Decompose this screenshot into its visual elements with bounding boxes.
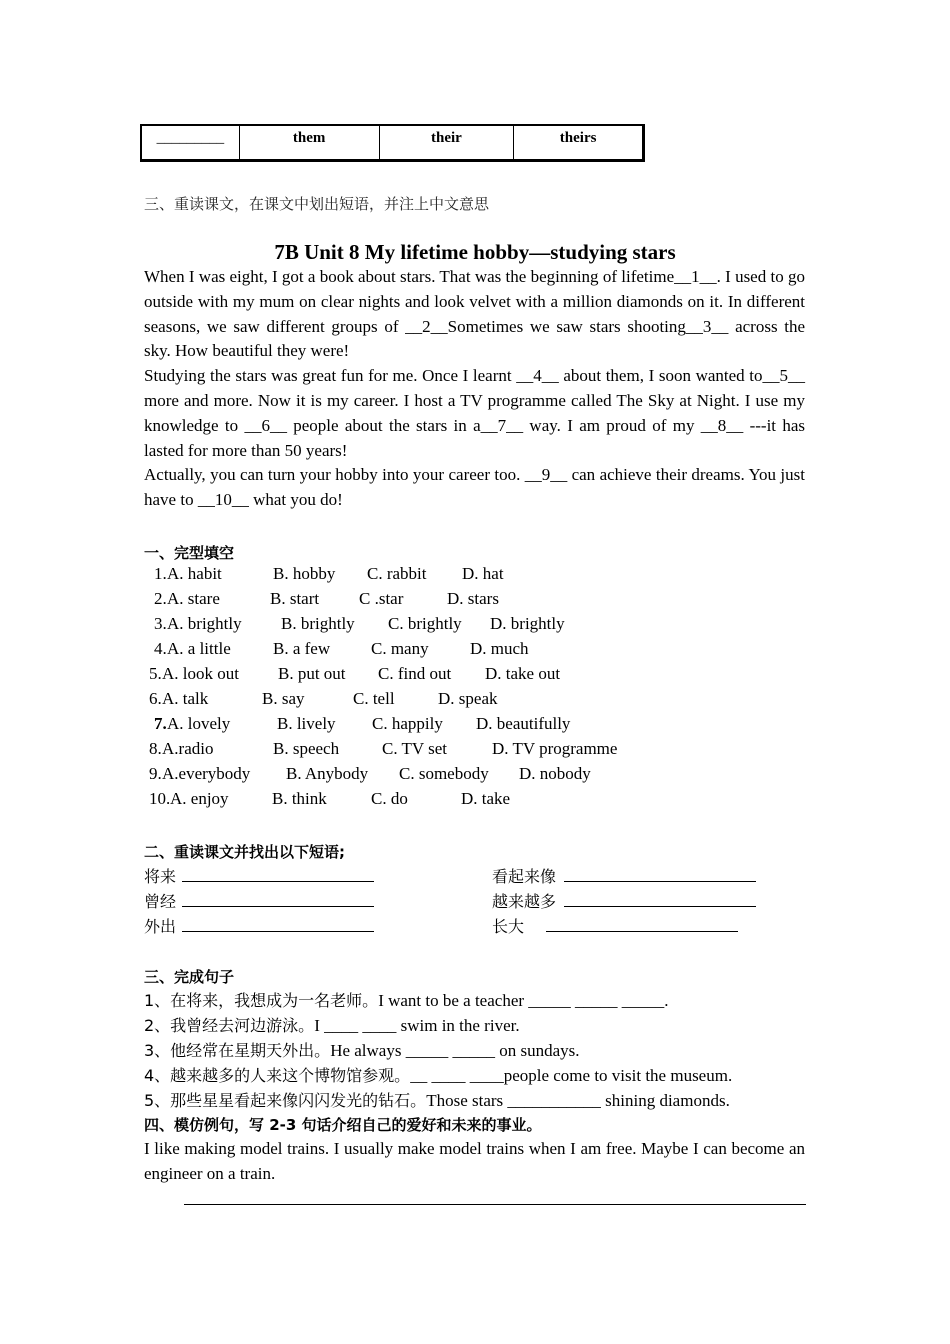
cloze-question-number: 2.	[154, 589, 167, 608]
sentence-zh: 5、那些星星看起来像闪闪发光的钻石。	[144, 1091, 427, 1110]
answer-line[interactable]	[182, 931, 374, 932]
answer-line[interactable]	[564, 881, 756, 882]
cloze-question-number: 1.	[154, 564, 167, 583]
option-c[interactable]: C. somebody	[399, 764, 489, 783]
passage	[144, 265, 805, 513]
table-cell-theirs: theirs	[559, 130, 597, 146]
option-a[interactable]: A. enjoy	[170, 789, 229, 808]
cloze-question-number: 10.	[149, 789, 171, 808]
sentence-item	[144, 1063, 732, 1086]
option-b[interactable]: B. speech	[273, 739, 340, 758]
answer-line[interactable]	[564, 906, 756, 907]
option-a[interactable]: A.radio	[162, 739, 214, 758]
option-b[interactable]: B. Anybody	[286, 764, 369, 783]
option-d[interactable]: D. much	[470, 639, 529, 658]
option-d[interactable]: D. beautifully	[476, 714, 571, 733]
table-cell-their: their	[380, 126, 515, 159]
phrase-label: 长大	[492, 917, 525, 936]
table-cell-them: them	[240, 126, 380, 159]
sentence-zh: 3、他经常在星期天外出。	[144, 1041, 331, 1060]
example-paragraph	[144, 1137, 805, 1187]
pronoun-table	[140, 124, 645, 162]
writing-line[interactable]	[184, 1204, 806, 1205]
sentence-en: I ____ ____ swim in the river.	[314, 1016, 520, 1035]
cloze-question-number: 6.	[149, 689, 162, 708]
table-cell-blank: _________	[142, 126, 240, 159]
option-b[interactable]: B. start	[270, 589, 320, 608]
passage-paragraph: When I was eight, I got a book about stars. That was the beginning of lifetime__1__. I used to go outside with my mum on clear nights and look velvet with a million diamonds on it. In different seasons, we saw different groups of __2__Sometimes we saw stars shooting__3__ across the sky. How beautiful they were!	[144, 267, 805, 361]
option-b[interactable]: B. lively	[277, 714, 336, 733]
option-a[interactable]: A. lovely	[167, 714, 231, 733]
option-b[interactable]: B. brightly	[281, 614, 355, 633]
example-text: I like making model trains. I usually make model trains when I am free. Maybe I can become an engineer on a train.	[144, 1139, 805, 1183]
sentence-en: __ ____ ____people come to visit the museum.	[410, 1066, 733, 1085]
option-a[interactable]: A. brightly	[167, 614, 242, 633]
passage-paragraph: Studying the stars was great fun for me. Once I learnt __4__ about them, I soon wanted to__5__ more and more. Now it is my career. I host a TV programme called The Sky at Night. I use my knowledge to __6__ people about the stars in a__7__ way. I am proud of my __8__ ---it has lasted for more than 50 years!	[144, 366, 805, 460]
phrase-label: 曾经	[144, 892, 177, 911]
option-b[interactable]: B. think	[272, 789, 327, 808]
section1-heading: 一、完型填空	[144, 544, 235, 562]
phrase-label: 将来	[144, 867, 177, 886]
intro-note: 三、重读课文，在课文中划出短语，并注上中文意思	[144, 195, 490, 213]
option-c[interactable]: C. TV set	[382, 739, 448, 758]
cloze-question-number: 5.	[149, 664, 162, 683]
option-c[interactable]: C. many	[371, 639, 429, 658]
option-b[interactable]: B. say	[262, 689, 305, 708]
cloze-question-number: 7.	[154, 714, 167, 733]
answer-line[interactable]	[182, 881, 374, 882]
sentence-en: I want to be a teacher _____ _____ _____.	[378, 991, 669, 1010]
cloze-question-number: 9.	[149, 764, 162, 783]
phrase-label: 越来越多	[492, 892, 557, 911]
sentence-item	[144, 1088, 730, 1111]
option-d[interactable]: D. TV programme	[492, 739, 618, 758]
option-d[interactable]: D. speak	[438, 689, 498, 708]
option-c[interactable]: C. brightly	[388, 614, 462, 633]
option-c[interactable]: C .star	[359, 589, 404, 608]
option-a[interactable]: A. talk	[162, 689, 209, 708]
option-c[interactable]: C. rabbit	[367, 564, 427, 583]
option-d[interactable]: D. take	[461, 789, 511, 808]
section4-heading: 四、模仿例句，写 2-3 句话介绍自己的爱好和未来的事业。	[144, 1116, 542, 1134]
option-d[interactable]: D. hat	[462, 564, 504, 583]
option-d[interactable]: D. take out	[485, 664, 561, 683]
option-a[interactable]: A.everybody	[162, 764, 251, 783]
option-c[interactable]: C. tell	[353, 689, 395, 708]
option-d[interactable]: D. stars	[447, 589, 499, 608]
answer-line[interactable]	[182, 906, 374, 907]
sentence-item	[144, 1038, 580, 1061]
section3-heading: 三、完成句子	[144, 968, 235, 986]
option-a[interactable]: A. a little	[167, 639, 231, 658]
answer-line[interactable]	[546, 931, 738, 932]
phrase-label: 看起来像	[492, 867, 557, 886]
option-a[interactable]: A. look out	[162, 664, 239, 683]
cloze-question-number: 8.	[149, 739, 162, 758]
option-c[interactable]: C. do	[371, 789, 408, 808]
option-d[interactable]: D. nobody	[519, 764, 591, 783]
sentence-en: Those stars ___________ shining diamonds.	[426, 1091, 730, 1110]
option-d[interactable]: D. brightly	[490, 614, 565, 633]
option-c[interactable]: C. find out	[378, 664, 452, 683]
sentence-en: He always _____ _____ on sundays.	[330, 1041, 580, 1060]
option-b[interactable]: B. a few	[273, 639, 331, 658]
passage-paragraph: Actually, you can turn your hobby into your career too. __9__ can achieve their dreams. You just have to __10__ what you do!	[144, 465, 805, 510]
section2-heading: 二、重读课文并找出以下短语;	[144, 843, 345, 861]
cloze-question-number: 3.	[154, 614, 167, 633]
cloze-question-number: 4.	[154, 639, 167, 658]
sentence-zh: 4、越来越多的人来这个博物馆参观。	[144, 1066, 411, 1085]
phrase-label: 外出	[144, 917, 177, 936]
sentence-item	[144, 1013, 520, 1036]
sentence-item	[144, 988, 669, 1011]
option-a[interactable]: A. habit	[167, 564, 222, 583]
sentence-zh: 2、我曾经去河边游泳。	[144, 1016, 315, 1035]
option-c[interactable]: C. happily	[372, 714, 443, 733]
page-title: 7B Unit 8 My lifetime hobby—studying stars	[274, 240, 676, 264]
option-b[interactable]: B. hobby	[273, 564, 336, 583]
option-b[interactable]: B. put out	[278, 664, 346, 683]
option-a[interactable]: A. stare	[167, 589, 220, 608]
sentence-zh: 1、在将来，我想成为一名老师。	[144, 991, 379, 1010]
